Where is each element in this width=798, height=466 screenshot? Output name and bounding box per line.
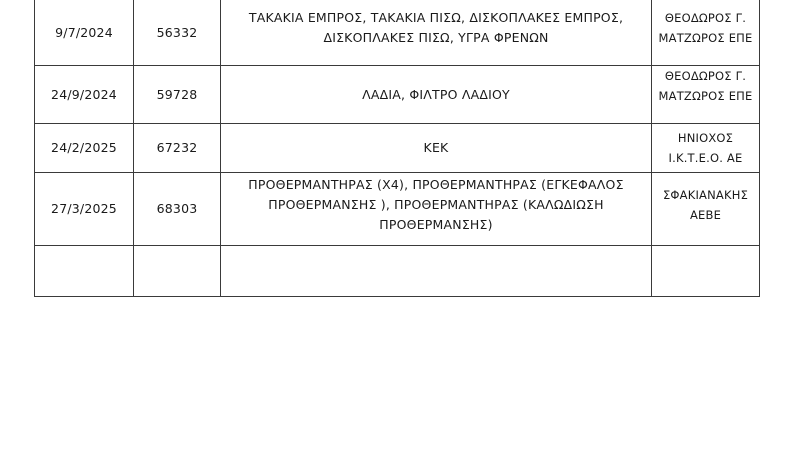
invoice-number-text: 59728 [156,86,198,102]
description-cell [221,124,652,173]
supplier-cell [652,124,760,173]
date-text: 24/9/2024 [51,86,117,102]
invoice-number-cell [134,173,221,246]
invoice-number-cell [134,66,221,124]
description-text: ΠΡΟΘΕΡΜΑΝΤΗΡΑΣ (Χ4), ΠΡΟΘΕΡΜΑΝΤΗΡΑΣ (ΕΓΚΕΦΑΛΟΣ ΠΡΟΘΕΡΜΑΝΣΗΣ ), ΠΡΟΘΕΡΜΑΝΤΗΡΑΣ (ΚΑΛΩΔΙΩΣΗ ΠΡΟΘΕΡΜΑΝΣΗΣ) [248,177,624,232]
supplier-cell [652,246,760,297]
description-text: ΛΑΔΙΑ, ΦΙΛΤΡΟ ΛΑΔΙΟΥ [362,86,510,102]
date-text: 9/7/2024 [55,24,113,40]
supplier-text: ΣΦΑΚΙΑΝΑΚΗΣ ΑΕΒΕ [662,188,749,222]
date-cell [35,173,134,246]
invoice-number-cell [134,246,221,297]
date-cell [35,66,134,124]
supplier-text: ΘΕΟΔΩΡΟΣ Γ. ΜΑΤΖΩΡΟΣ ΕΠΕ [658,11,753,45]
description-cell [221,246,652,297]
date-text: 24/2/2025 [51,140,117,155]
supplier-cell [652,173,760,246]
supplier-cell [652,66,760,124]
date-cell [35,0,134,66]
description-cell [221,0,652,66]
supplier-text: ΗΝΙΟΧΟΣ Ι.Κ.Τ.Ε.Ο. ΑΕ [668,131,743,165]
table-row [35,66,760,124]
date-text: 27/3/2025 [51,201,117,216]
description-text: ΚΕΚ [423,140,449,155]
table-row [35,246,760,297]
table-row [35,0,760,66]
service-records-table [34,0,760,297]
description-cell [221,173,652,246]
description-cell [221,66,652,124]
date-cell [35,124,134,173]
invoice-number-cell [134,0,221,66]
table-row [35,124,760,173]
date-cell [35,246,134,297]
invoice-number-text: 67232 [156,140,198,155]
supplier-cell [652,0,760,66]
invoice-number-text: 68303 [156,201,198,216]
invoice-number-text: 56332 [156,24,198,40]
invoice-number-cell [134,124,221,173]
supplier-text: ΘΕΟΔΩΡΟΣ Γ. ΜΑΤΖΩΡΟΣ ΕΠΕ [658,69,753,103]
description-text: ΤΑΚΑΚΙΑ ΕΜΠΡΟΣ, ΤΑΚΑΚΙΑ ΠΙΣΩ, ΔΙΣΚΟΠΛΑΚΕΣ ΕΜΠΡΟΣ, ΔΙΣΚΟΠΛΑΚΕΣ ΠΙΣΩ, ΥΓΡΑ ΦΡΕΝΩΝ [248,10,624,45]
table-row [35,173,760,246]
